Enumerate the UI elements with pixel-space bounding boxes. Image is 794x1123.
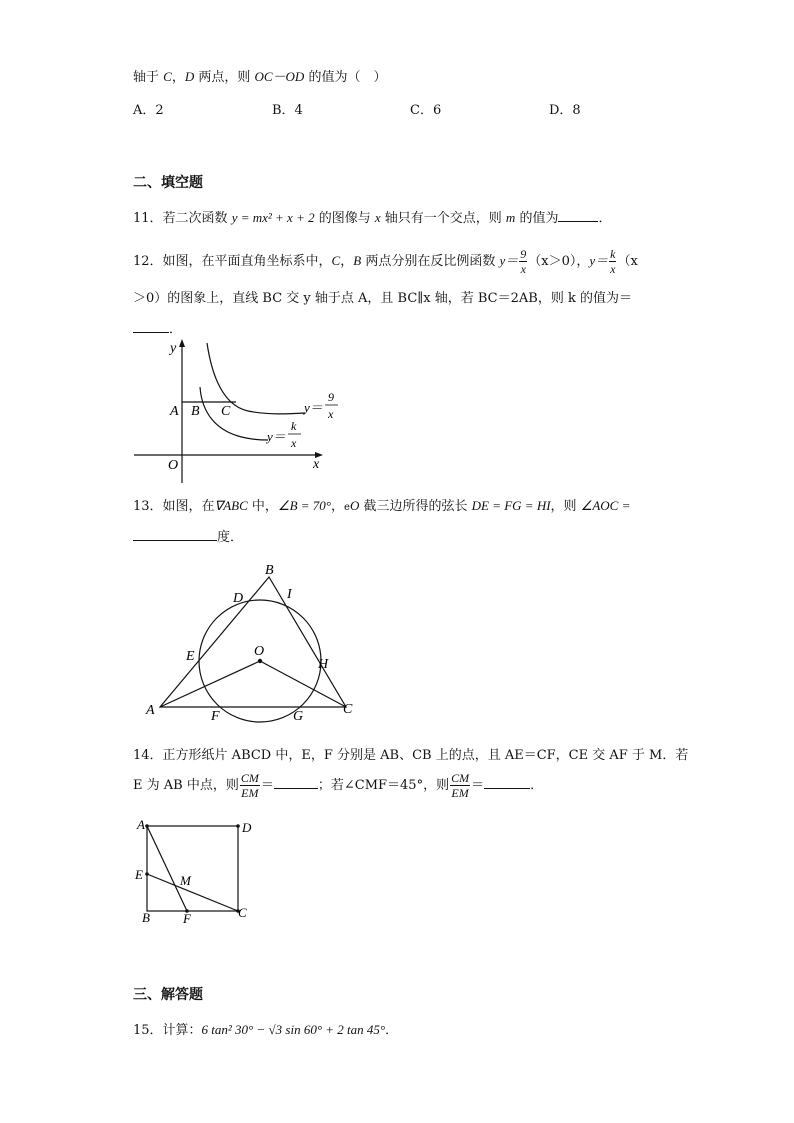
- label-x: x: [313, 457, 320, 472]
- square-abcd: [147, 826, 238, 911]
- q12-line2: ＞0）的图象上，直线 BC 交 y 轴于点 A，且 BC∥x 轴，若 BC＝2AB，则 k 的值为＝: [133, 291, 632, 306]
- label-i: I: [287, 587, 292, 602]
- label-b: B: [265, 563, 274, 578]
- label-9-den: x: [328, 407, 334, 421]
- section-title-solve: 三、解答题: [133, 987, 203, 1003]
- label-k-den: x: [291, 436, 297, 450]
- label-b: B: [142, 910, 150, 925]
- label-d: D: [242, 820, 252, 835]
- q10-option-a: A．2: [133, 103, 164, 118]
- label-a: A: [146, 703, 155, 718]
- label-f: F: [183, 911, 191, 926]
- q14-figure: [130, 812, 260, 932]
- label-c: C: [221, 404, 231, 419]
- label-k-lhs: y＝: [267, 429, 286, 444]
- label-9-num: 9: [328, 390, 334, 404]
- segment-af: [147, 826, 187, 911]
- label-a: A: [137, 817, 145, 832]
- q10-option-d: D．8: [549, 103, 581, 118]
- label-o: O: [254, 644, 265, 659]
- segment-co: [260, 661, 346, 707]
- segment-ec: [147, 874, 238, 911]
- label-g: G: [293, 709, 304, 724]
- q11-answer-blank[interactable]: [558, 209, 598, 222]
- q12-figure: [130, 335, 350, 485]
- q14-line1: 14．正方形纸片 ABCD 中，E，F 分别是 AB、CB 上的点，且 AE＝CF，CE 交 AF 于 M．若: [133, 748, 689, 763]
- q12-answer-blank[interactable]: [133, 320, 169, 333]
- q10-option-b: B．4: [272, 103, 303, 118]
- q14-answer-blank-2[interactable]: [484, 776, 530, 789]
- q13-answer-blank[interactable]: [133, 528, 217, 541]
- label-b: B: [191, 404, 200, 419]
- q15-stem: 15．计算：6 tan² 30° − √3 sin 60° + 2 tan 45°．: [133, 1022, 399, 1038]
- q13-line2: 度．: [133, 526, 243, 545]
- label-c: C: [238, 905, 247, 920]
- q11-stem: 11．若二次函数 y = mx² + x + 2 的图像与 x 轴只有一个交点，则 m 的值为 ．: [133, 210, 612, 226]
- q10-option-c: C．6: [410, 103, 442, 118]
- label-a: A: [170, 404, 179, 419]
- q14-line2: E 为 AB 中点，则 $\frac{CM}{EM}$ ＝ ；若∠CMF＝45°，则 $\frac{CM}{EM}$ ＝ ．: [133, 771, 544, 800]
- section-title-fill-blank: 二、填空题: [133, 175, 203, 191]
- q12-line1: 12．如图，在平面直角坐标系中，C，B 两点分别在反比例函数 y＝ $\frac{9}{x}$ （x＞0），y＝ $\frac{k}{x}$ （x: [133, 247, 638, 276]
- q14-answer-blank-1[interactable]: [274, 776, 318, 789]
- label-o: O: [168, 458, 179, 473]
- label-f: F: [211, 709, 220, 724]
- label-e: E: [186, 649, 195, 664]
- curve-k-over-x: [200, 387, 268, 440]
- label-m: M: [180, 873, 191, 888]
- segment-ao: [160, 661, 260, 707]
- q13-figure: [140, 560, 370, 725]
- q12-line3: ．: [133, 318, 182, 337]
- label-c: C: [343, 702, 353, 717]
- q10-stem: 轴于 C，D 两点，则 OC－OD 的值为（ ）: [133, 69, 387, 85]
- y-axis-arrow: [179, 339, 185, 347]
- label-e: E: [135, 867, 143, 882]
- label-d: D: [233, 591, 244, 606]
- label-y: y: [170, 341, 177, 356]
- label-9-lhs: y＝: [304, 400, 323, 415]
- label-h: H: [318, 657, 329, 672]
- label-k-num: k: [291, 419, 297, 433]
- q13-line1: 13．如图，在∇ABC 中，∠B = 70°，eO 截三边所得的弦长 DE = FG = HI，则 ∠AOC =: [133, 498, 631, 514]
